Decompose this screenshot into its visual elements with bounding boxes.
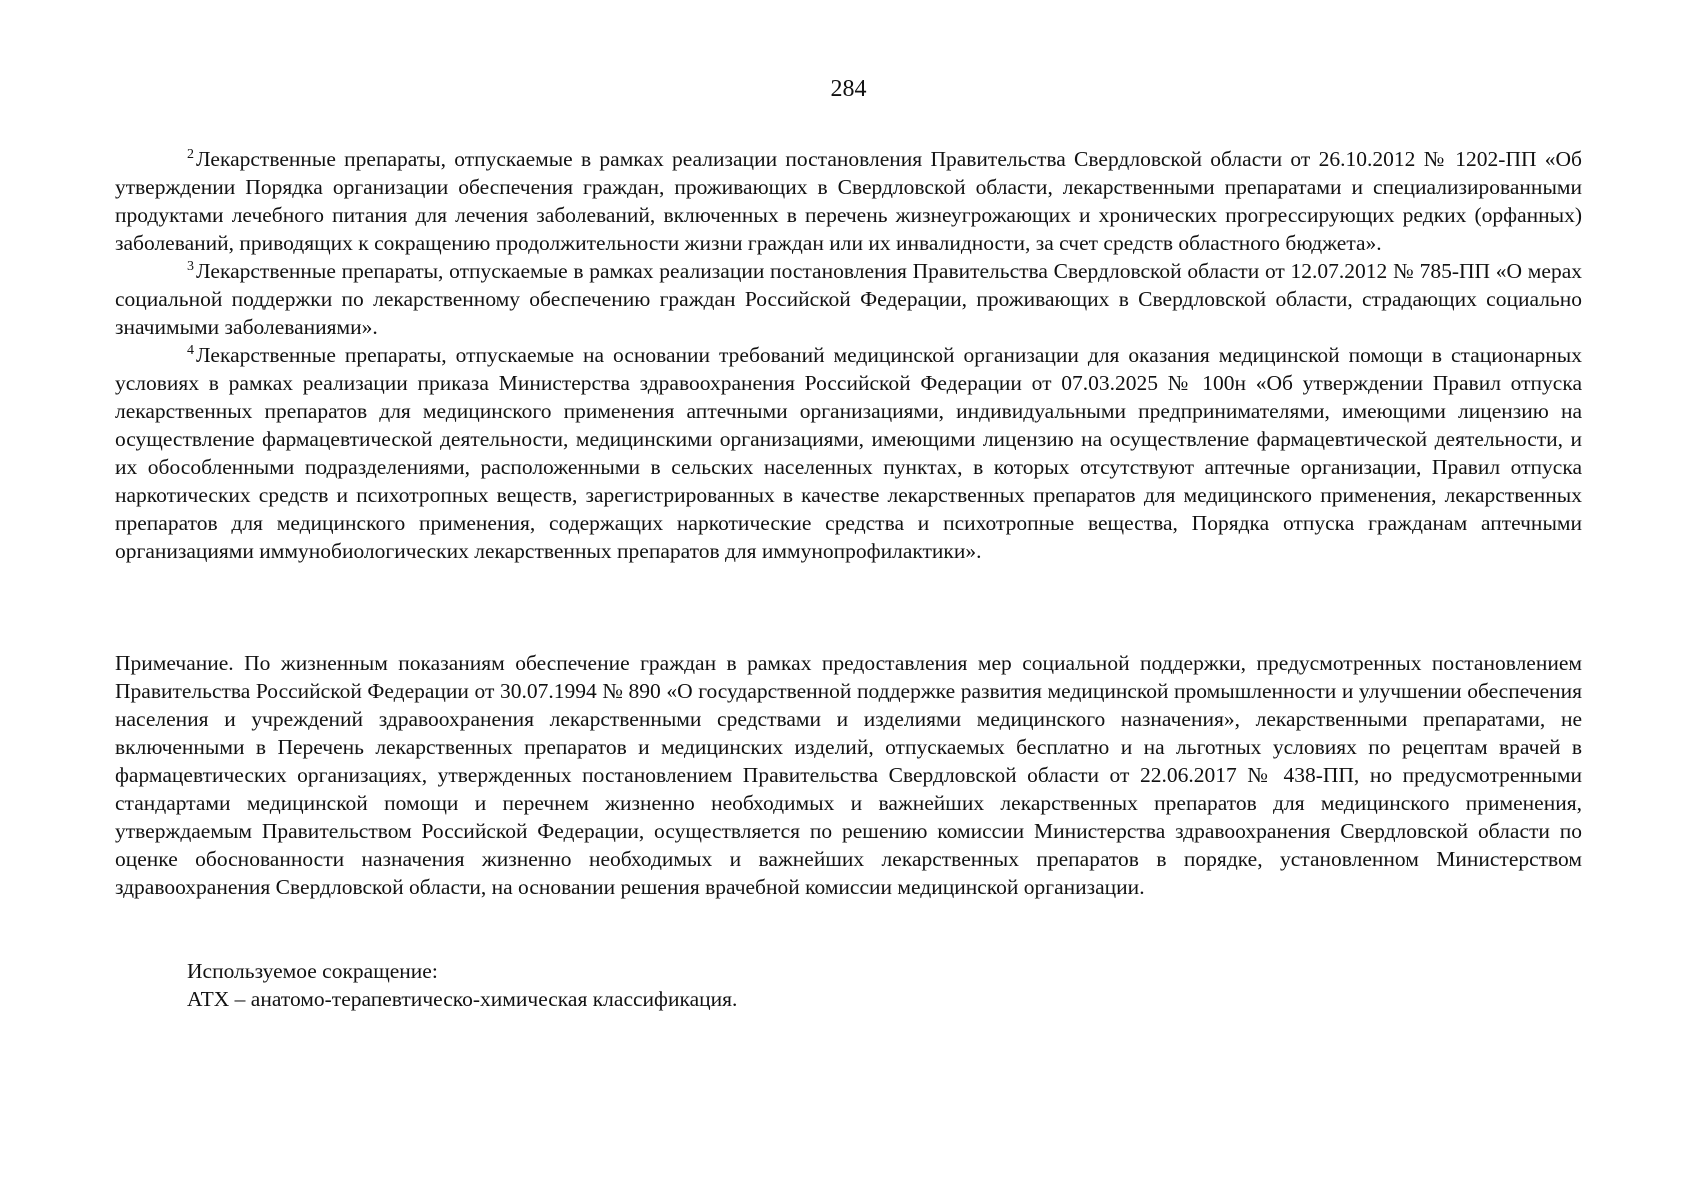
footnote-mark: 2 xyxy=(187,147,194,162)
footnote-mark: 4 xyxy=(187,343,194,358)
footnote-4 xyxy=(115,341,1582,565)
abbreviations-block xyxy=(187,957,1582,1013)
footnote-text: Лекарственные препараты, отпускаемые на основании требований медицинской организации для оказания медицинской помощи в стационарных условиях в рамках реализации приказа Министерства здравоохранения Российской Федерации от 07.03.2025 № 100н «Об утверждении Правил отпуска лекарственных препаратов для медицинского применения аптечными организациями, индивидуальными предпринимателями, имеющими лицензию на осуществление фармацевтической деятельности, медицинскими организациями, имеющими лицензию на осуществление фармацевтической деятельности, и их обособленными подразделениями, расположенными в сельских населенных пунктах, в которых отсутствуют аптечные организации, Правил отпуска наркотических средств и психотропных веществ, зарегистрированных в качестве лекарственных препаратов для медицинского применения, лекарственных препаратов для медицинского применения, содержащих наркотические средства и психотропные вещества, Порядка отпуска гражданам аптечными организациями иммунобиологических лекарственных препаратов для иммунопрофилактики». xyxy=(115,343,1582,563)
page-number: 284 xyxy=(830,76,867,102)
abbreviation-item: АТХ – анатомо-терапевтическо-химическая классификация. xyxy=(187,987,738,1011)
footnote-text: Лекарственные препараты, отпускаемые в рамках реализации постановления Правительства Свердловской области от 12.07.2012 № 785-ПП «О мерах социальной поддержки по лекарственному обеспечению граждан Российской Федерации, проживающих в Свердловской области, страдающих социально значимыми заболеваниями». xyxy=(115,259,1582,339)
page-content xyxy=(115,145,1582,1013)
abbreviations-heading: Используемое сокращение: xyxy=(187,959,438,983)
footnote-text: Лекарственные препараты, отпускаемые в рамках реализации постановления Правительства Свердловской области от 26.10.2012 № 1202-ПП «Об утверждении Порядка организации обеспечения граждан, проживающих в Свердловской области, лекарственными препаратами и специализированными продуктами лечебного питания для лечения заболеваний, включенных в перечень жизнеугрожающих и хронических прогрессирующих редких (орфанных) заболеваний, приводящих к сокращению продолжительности жизни граждан или их инвалидности, за счет средств областного бюджета». xyxy=(115,147,1582,255)
footnote-2 xyxy=(115,145,1582,257)
footnote-3 xyxy=(115,257,1582,341)
note-paragraph: Примечание. По жизненным показаниям обеспечение граждан в рамках предоставления мер социальной поддержки, предусмотренных постановлением Правительства Российской Федерации от 30.07.1994 № 890 «О государственной поддержке развития медицинской промышленности и улучшении обеспечения населения и учреждений здравоохранения лекарственными средствами и изделиями медицинского назначения», лекарственными препаратами, не включенными в Перечень лекарственных препаратов и медицинских изделий, отпускаемых бесплатно и на льготных условиях по рецептам врачей в фармацевтических организациях, утвержденных постановлением Правительства Свердловской области от 22.06.2017 № 438-ПП, но предусмотренными стандартами медицинской помощи и перечнем жизненно необходимых и важнейших лекарственных препаратов для медицинского применения, утверждаемым Правительством Российской Федерации, осуществляется по решению комиссии Министерства здравоохранения Свердловской области по оценке обоснованности назначения жизненно необходимых и важнейших лекарственных препаратов в порядке, установленном Министерством здравоохранения Свердловской области, на основании решения врачебной комиссии медицинской организации. xyxy=(115,651,1582,899)
footnote-mark: 3 xyxy=(187,259,194,274)
